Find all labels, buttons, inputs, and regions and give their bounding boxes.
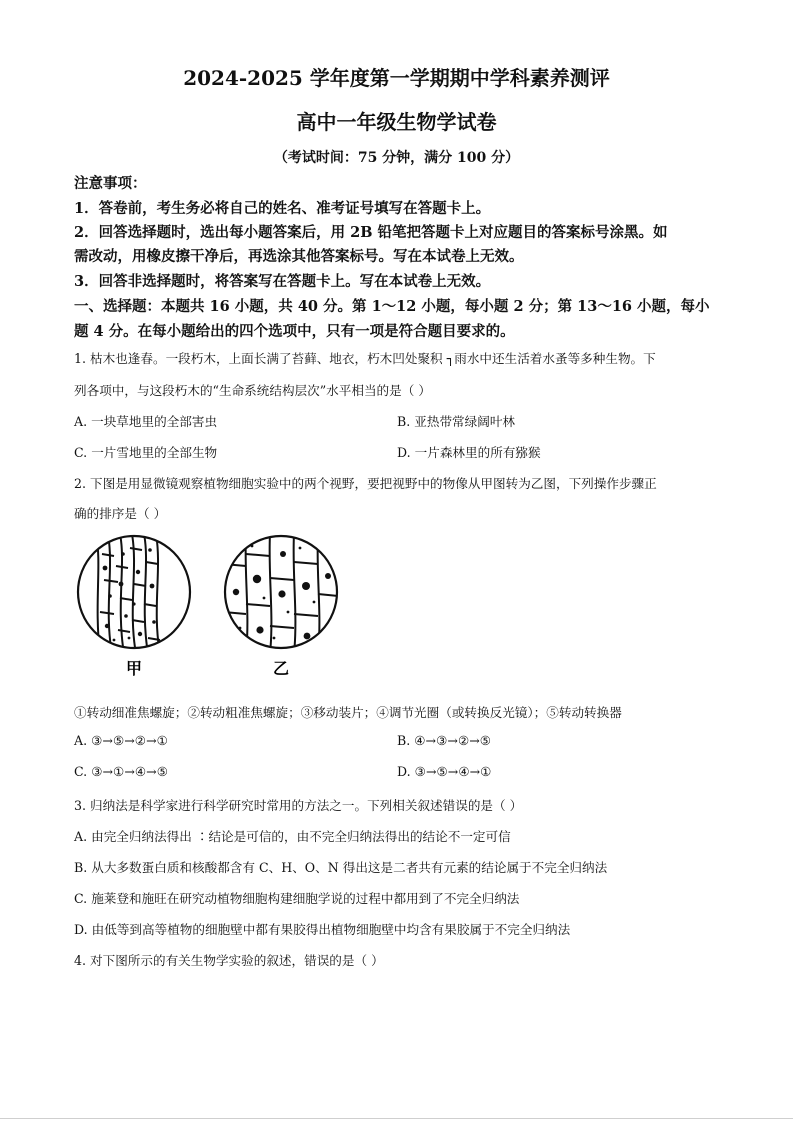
notice-item-1: 1．答卷前，考生务必将自己的姓名、准考证号填写在答题卡上。 — [74, 200, 491, 217]
q1-option-b: B. 亚热带常绿阔叶林 — [397, 414, 516, 429]
q1-option-a: A. 一块草地里的全部害虫 — [74, 414, 218, 429]
q3-option-b: B. 从大多数蛋白质和核酸都含有 C、H、O、N 得出这是二者共有元素的结论属于不完全归纳法 — [74, 860, 608, 875]
q2-option-a: A. ③→⑤→②→① — [74, 733, 168, 748]
q1-stem-line-2: 列各项中，与这段朽木的“生命系统结构层次”水平相当的是（ ） — [74, 383, 431, 398]
exam-title: 2024-2025 学年度第一学期期中学科素养测评 — [183, 66, 610, 90]
field-jia-label: 甲 — [125, 659, 143, 678]
field-yi-label: 乙 — [272, 659, 290, 678]
q2-option-c: C. ③→①→④→⑤ — [74, 764, 169, 779]
q2-steps: ①转动细准焦螺旋；②转动粗准焦螺旋；③移动装片；④调节光圈（或转换反光镜）；⑤转动转换器 — [74, 705, 622, 720]
q3-option-a: A. 由完全归纳法得出 ∶结论是可信的，由不完全归纳法得出的结论不一定可信 — [74, 829, 511, 844]
notice-heading: 注意事项： — [74, 175, 147, 192]
q1-option-d: D. 一片森林里的所有猕猴 — [397, 445, 541, 460]
page-bottom-divider — [0, 1118, 793, 1119]
field-jia — [78, 534, 190, 654]
field-yi — [224, 534, 338, 654]
q2-stem-line-2: 确的排序是（ ） — [74, 506, 167, 521]
notice-item-2-line-2: 需改动，用橡皮擦干净后，再选涂其他答案标号。写在本试卷上无效。 — [74, 248, 524, 265]
microscope-fields-figure — [74, 534, 344, 679]
q3-option-d: D. 由低等到高等植物的细胞壁中都有果胶得出植物细胞壁中均含有果胶属于不完全归纳法 — [74, 922, 571, 937]
q3-option-c: C. 施莱登和施旺在研究动植物细胞构建细胞学说的过程中都用到了不完全归纳法 — [74, 891, 520, 906]
notice-item-3: 3．回答非选择题时，将答案写在答题卡上。写在本试卷上无效。 — [74, 273, 491, 290]
exam-subtitle: 高中一年级生物学试卷 — [296, 110, 497, 134]
q2-stem-line-1: 2. 下图是用显微镜观察植物细胞实验中的两个视野，要把视野中的物像从甲图转为乙图，下列操作步骤正 — [74, 476, 657, 491]
q1-option-c: C. 一片雪地里的全部生物 — [74, 445, 218, 460]
q2-option-b: B. ④→③→②→⑤ — [397, 733, 492, 748]
q2-option-d: D. ③→⑤→④→① — [397, 764, 492, 779]
exam-info: （考试时间：75 分钟，满分 100 分） — [273, 150, 520, 166]
q1-stem-line-1: 1. 枯木也逢春。一段朽木，上面长满了苔藓、地衣，朽木凹处聚积 ┐雨水中还生活着水蚤等多种生物。下 — [74, 351, 656, 366]
section-1-instructions-line-2: 题 4 分。在每小题给出的四个选项中，只有一项是符合题目要求的。 — [74, 323, 515, 340]
section-1-instructions-line-1: 一、选择题：本题共 16 小题，共 40 分。第 1～12 小题，每小题 2 分；第 13～16 小题，每小 — [74, 298, 710, 315]
q3-stem: 3. 归纳法是科学家进行科学研究时常用的方法之一。下列相关叙述错误的是（ ） — [74, 798, 523, 813]
notice-item-2-line-1: 2．回答选择题时，选出每小题答案后，用 2B 铅笔把答题卡上对应题目的答案标号涂黑。如 — [74, 224, 668, 241]
q4-stem: 4. 对下图所示的有关生物学实验的叙述，错误的是（ ） — [74, 953, 384, 968]
